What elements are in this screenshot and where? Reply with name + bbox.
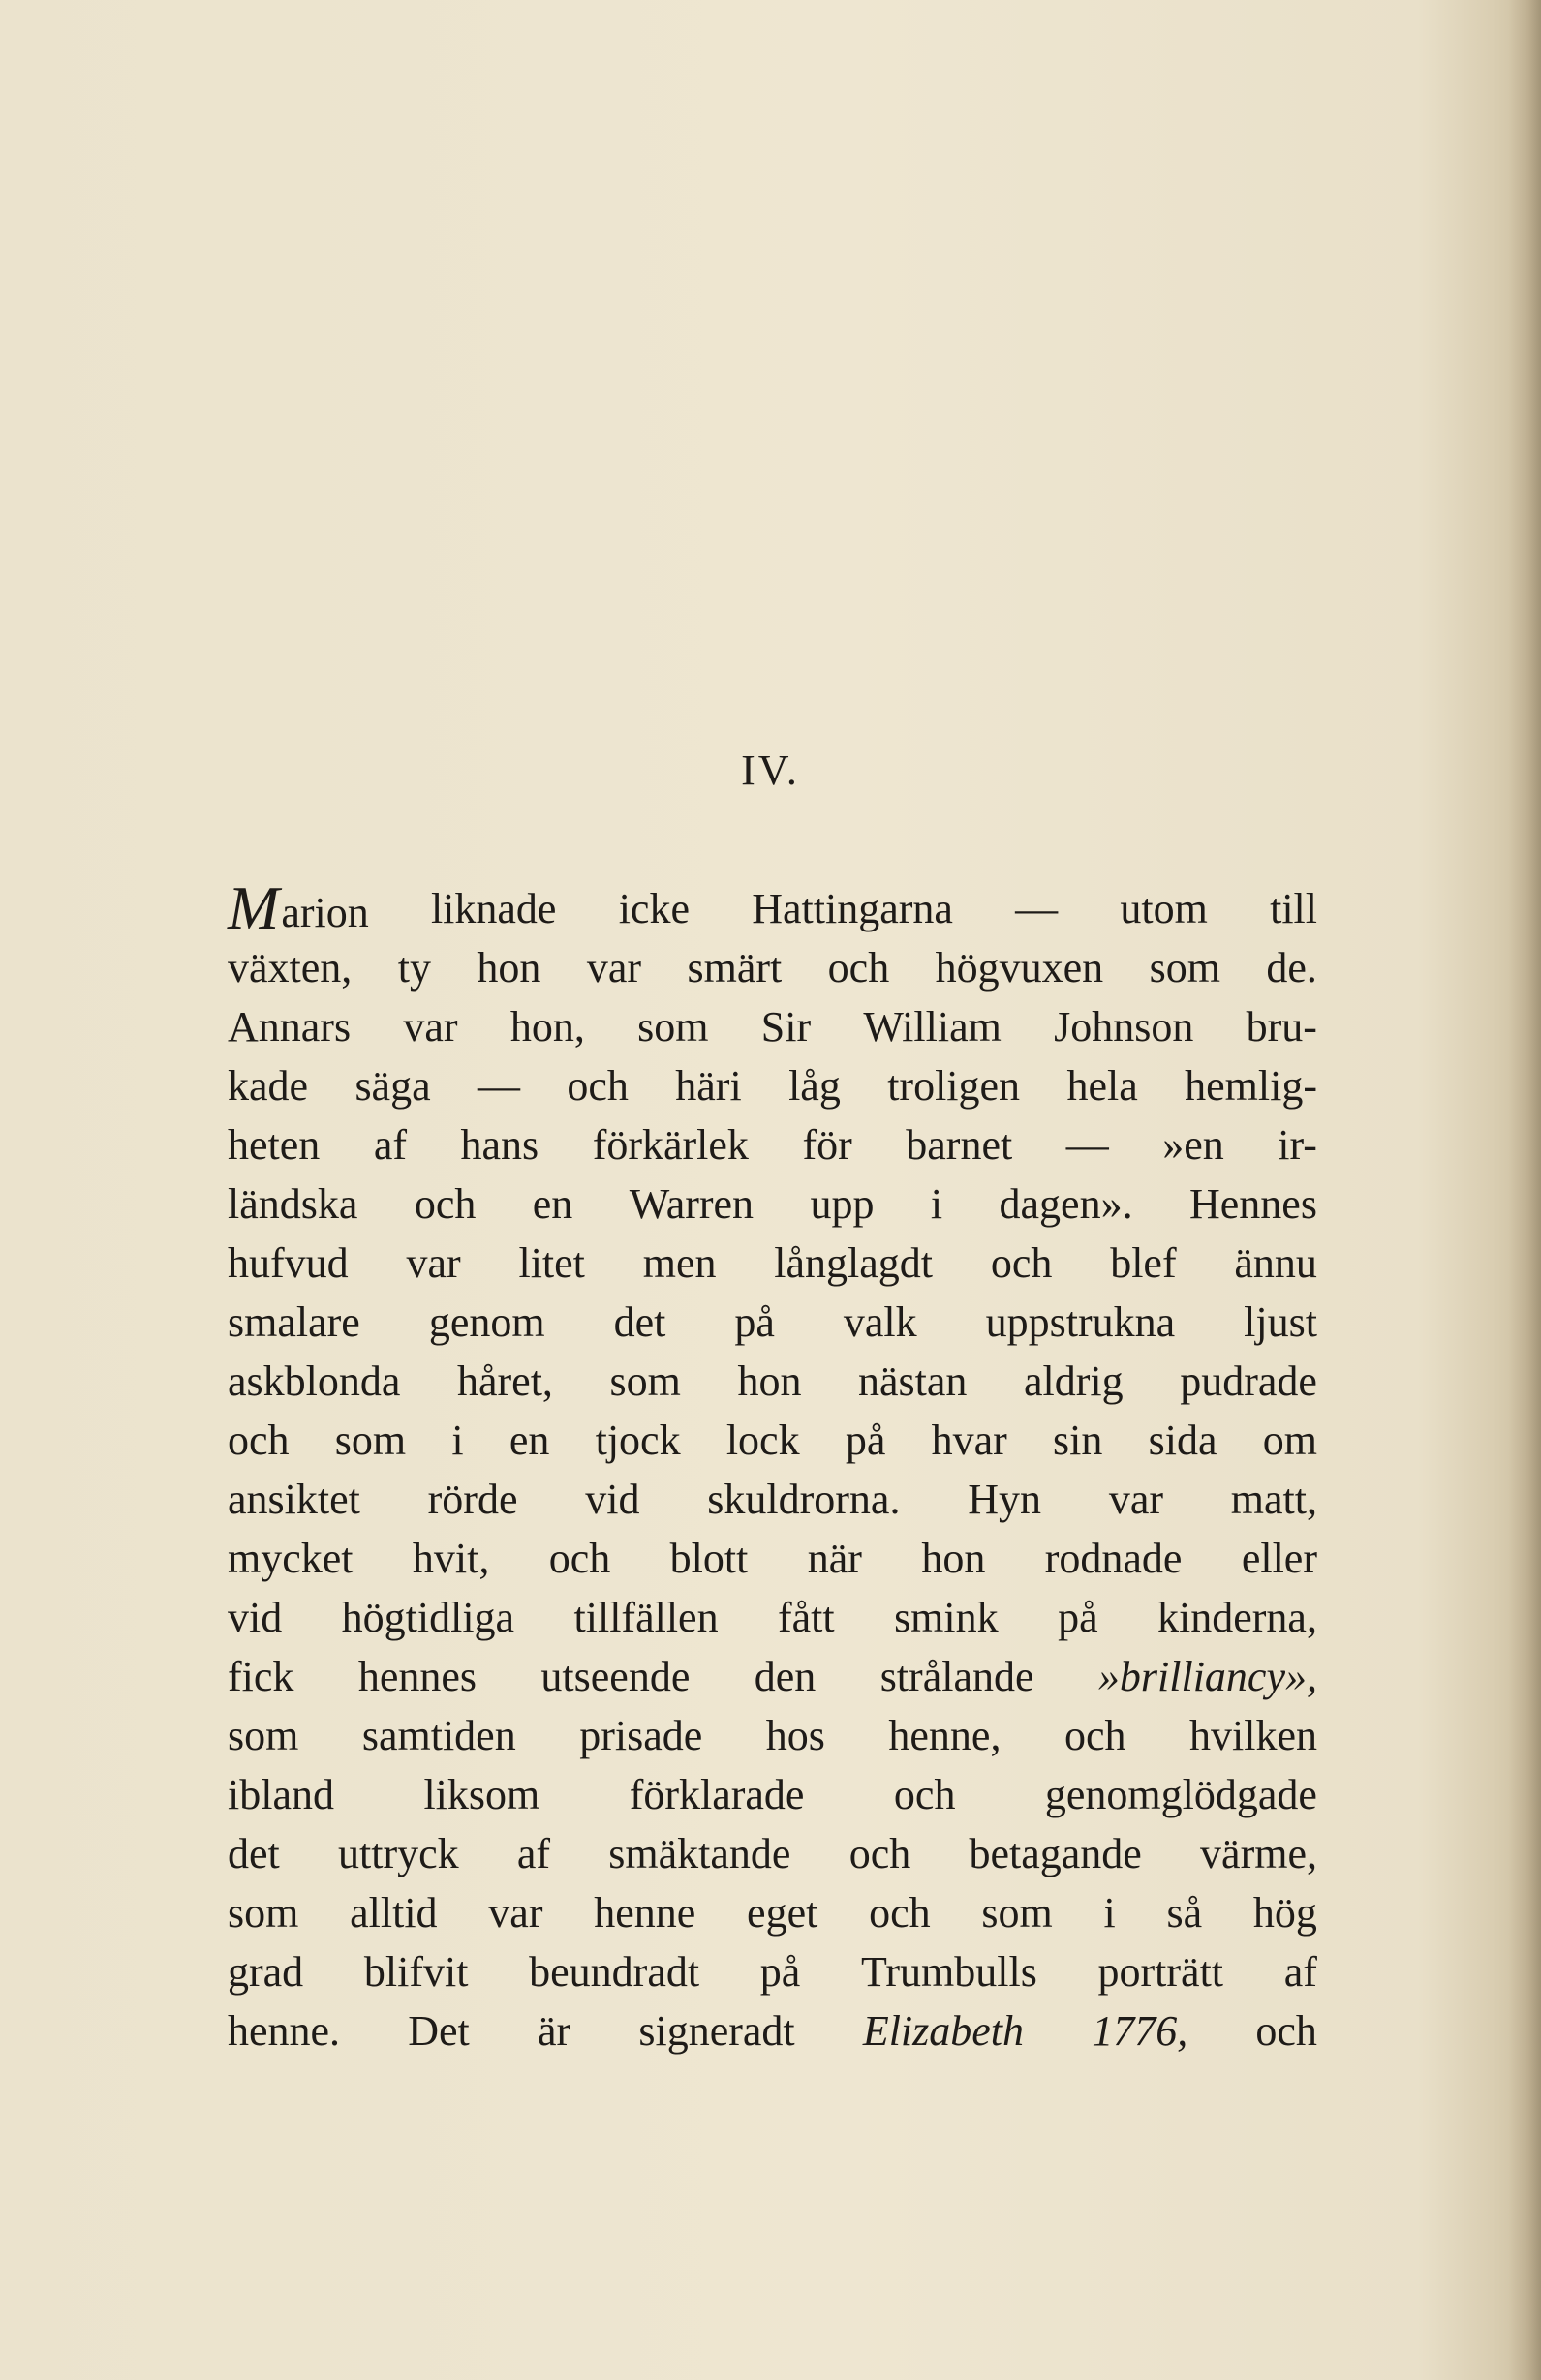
word: fått	[778, 1594, 835, 1641]
text-line	[228, 1942, 1317, 2001]
word: ljust	[1244, 1298, 1317, 1346]
word: genom	[428, 1298, 545, 1346]
word: skuldrorna.	[707, 1476, 901, 1523]
word: barnet	[906, 1121, 1013, 1169]
word: i	[1103, 1889, 1116, 1937]
word: och	[827, 944, 890, 992]
text-line	[228, 1529, 1317, 1588]
word: beundradt	[529, 1948, 700, 1996]
word: hela	[1066, 1062, 1138, 1110]
text-line	[228, 1706, 1317, 1765]
word: —	[1015, 885, 1059, 932]
word: ibland	[228, 1771, 334, 1818]
word: hon,	[509, 1003, 585, 1051]
word: upp	[810, 1180, 875, 1228]
chapter-heading: IV.	[741, 747, 800, 794]
word: förklarade	[629, 1771, 805, 1818]
word: uppstrukna	[985, 1298, 1176, 1346]
word: hennes	[357, 1653, 477, 1700]
word: som	[1149, 944, 1220, 992]
word: hvit,	[412, 1535, 490, 1582]
word: lock	[725, 1417, 800, 1464]
word: hufvud	[228, 1239, 349, 1287]
text-line	[228, 1234, 1317, 1293]
word: signeradt	[638, 2007, 795, 2055]
word: eget	[747, 1889, 818, 1937]
word: Sir	[760, 1003, 812, 1051]
word: Det	[408, 2007, 470, 2055]
word: på	[1058, 1594, 1098, 1641]
word: tjock	[595, 1417, 681, 1464]
word: och	[567, 1062, 629, 1110]
word: hvar	[931, 1417, 1007, 1464]
word: aldrig	[1024, 1358, 1124, 1405]
word: som	[637, 1003, 709, 1051]
word: matt,	[1230, 1476, 1317, 1523]
text-line	[228, 873, 1317, 942]
word: så	[1166, 1889, 1203, 1937]
word: »brilliancy»,	[1097, 1653, 1317, 1700]
word: Hattingarna	[752, 885, 953, 932]
word: uttryck	[338, 1830, 459, 1877]
word: rodnade	[1044, 1535, 1183, 1582]
word: växten,	[228, 944, 353, 992]
word: »en	[1162, 1121, 1224, 1169]
word: och	[414, 1180, 477, 1228]
word: grad	[228, 1948, 304, 1996]
text-line	[228, 1647, 1317, 1706]
word: bru-	[1246, 1003, 1317, 1051]
text-line	[228, 1470, 1317, 1529]
word: och	[848, 1830, 911, 1877]
word: håret,	[456, 1358, 553, 1405]
word: af	[373, 1121, 407, 1169]
word: hon	[921, 1535, 986, 1582]
word: och	[1063, 1712, 1126, 1759]
word: och	[990, 1239, 1053, 1287]
word: den	[754, 1653, 817, 1700]
word: hos	[765, 1712, 825, 1759]
word: samtiden	[361, 1712, 516, 1759]
word: en	[532, 1180, 573, 1228]
word: och	[869, 1889, 931, 1937]
word: pudrade	[1180, 1358, 1317, 1405]
first-word	[228, 873, 369, 942]
word: förkärlek	[592, 1121, 749, 1169]
word: hög	[1252, 1889, 1317, 1937]
word: valk	[843, 1298, 917, 1346]
word: och	[228, 1417, 290, 1464]
word: på	[734, 1298, 775, 1346]
word: litet	[518, 1239, 585, 1287]
word: de.	[1266, 944, 1317, 992]
word: smäktande	[608, 1830, 791, 1877]
word: blifvit	[363, 1948, 469, 1996]
body-text	[228, 873, 1317, 2060]
text-line	[228, 1175, 1317, 1234]
text-line	[228, 1115, 1317, 1175]
word: är	[537, 2007, 571, 2055]
word: genomglödgade	[1044, 1771, 1317, 1818]
word: som	[981, 1889, 1053, 1937]
text-line	[228, 1056, 1317, 1115]
word: rörde	[427, 1476, 518, 1523]
word: hon	[737, 1358, 802, 1405]
word: af	[516, 1830, 551, 1877]
word: var	[488, 1889, 543, 1937]
word: Warren	[629, 1180, 755, 1228]
word: hon	[477, 944, 541, 992]
word: högtidliga	[341, 1594, 515, 1641]
text-line	[228, 1411, 1317, 1470]
word: var	[406, 1239, 461, 1287]
word: som	[609, 1358, 681, 1405]
word: på	[845, 1417, 886, 1464]
word: säga	[354, 1062, 431, 1110]
word: henne.	[228, 2007, 341, 2055]
word: troligen	[887, 1062, 1021, 1110]
word: liksom	[423, 1771, 540, 1818]
word: ännu	[1234, 1239, 1317, 1287]
word: som	[228, 1712, 299, 1759]
word: häri	[675, 1062, 742, 1110]
word: och	[548, 1535, 611, 1582]
word: utseende	[540, 1653, 691, 1700]
word: Johnson	[1054, 1003, 1194, 1051]
word: för	[802, 1121, 852, 1169]
word: tillfällen	[573, 1594, 719, 1641]
word: ländska	[228, 1180, 358, 1228]
word: långlagdt	[774, 1239, 934, 1287]
word: dagen».	[999, 1180, 1133, 1228]
word: William	[863, 1003, 1002, 1051]
word: smärt	[687, 944, 783, 992]
word: ansiktet	[228, 1476, 360, 1523]
word: vid	[228, 1594, 283, 1641]
word: utom	[1120, 885, 1208, 932]
word: hans	[460, 1121, 539, 1169]
word: —	[1065, 1121, 1109, 1169]
word: hemlig-	[1185, 1062, 1317, 1110]
word: högvuxen	[935, 944, 1104, 992]
word: till	[1270, 885, 1317, 932]
word: ty	[397, 944, 431, 992]
word: sida	[1148, 1417, 1217, 1464]
word: som	[228, 1889, 299, 1937]
text-line	[228, 1293, 1317, 1352]
text-line	[228, 2001, 1317, 2060]
word: det	[613, 1298, 666, 1346]
word: var	[1108, 1476, 1163, 1523]
word: —	[478, 1062, 520, 1110]
word: henne	[594, 1889, 696, 1937]
word: hvilken	[1189, 1712, 1317, 1759]
text-line	[228, 1588, 1317, 1647]
word: fick	[228, 1653, 294, 1700]
word: Hyn	[968, 1476, 1042, 1523]
word: sin	[1053, 1417, 1103, 1464]
drop-cap: M	[228, 873, 280, 942]
word: icke	[618, 885, 690, 932]
page-edge-shadow	[1508, 0, 1541, 2380]
word: värme,	[1200, 1830, 1317, 1877]
word: smalare	[228, 1298, 360, 1346]
text-line	[228, 1824, 1317, 1883]
word: vid	[585, 1476, 640, 1523]
word: det	[228, 1830, 280, 1877]
word: på	[759, 1948, 801, 1996]
word: arion	[281, 889, 369, 936]
word: när	[807, 1535, 862, 1582]
word: alltid	[350, 1889, 438, 1937]
word: men	[642, 1239, 717, 1287]
word: nästan	[858, 1358, 968, 1405]
word: Annars	[228, 1003, 352, 1051]
word: smink	[894, 1594, 999, 1641]
word: heten	[228, 1121, 321, 1169]
word: kinderna,	[1157, 1594, 1317, 1641]
word: Trumbulls	[861, 1948, 1037, 1996]
word: kade	[228, 1062, 309, 1110]
word: af	[1283, 1948, 1317, 1996]
word: som	[334, 1417, 407, 1464]
text-line	[228, 938, 1317, 997]
word: om	[1262, 1417, 1317, 1464]
word: 1776,	[1092, 2007, 1188, 2055]
text-line	[228, 997, 1317, 1056]
word: Elizabeth	[862, 2007, 1025, 2055]
text-line	[228, 1883, 1317, 1942]
word: mycket	[228, 1535, 354, 1582]
word: liknade	[430, 885, 557, 932]
word: blef	[1110, 1239, 1177, 1287]
word: i	[451, 1417, 464, 1464]
word: eller	[1241, 1535, 1317, 1582]
word: låg	[788, 1062, 841, 1110]
word: i	[930, 1180, 943, 1228]
word: var	[403, 1003, 458, 1051]
word: Hennes	[1188, 1180, 1317, 1228]
word: betagande	[969, 1830, 1142, 1877]
text-line	[228, 1352, 1317, 1411]
word: ir-	[1278, 1121, 1317, 1169]
word: porträtt	[1097, 1948, 1224, 1996]
word: och	[893, 1771, 956, 1818]
word: henne,	[888, 1712, 1002, 1759]
word: askblonda	[228, 1358, 401, 1405]
word: och	[1255, 2007, 1317, 2055]
word: strålande	[879, 1653, 1034, 1700]
text-line	[228, 1765, 1317, 1824]
word: blott	[669, 1535, 749, 1582]
word: en	[509, 1417, 550, 1464]
word: prisade	[579, 1712, 703, 1759]
word: var	[586, 944, 642, 992]
